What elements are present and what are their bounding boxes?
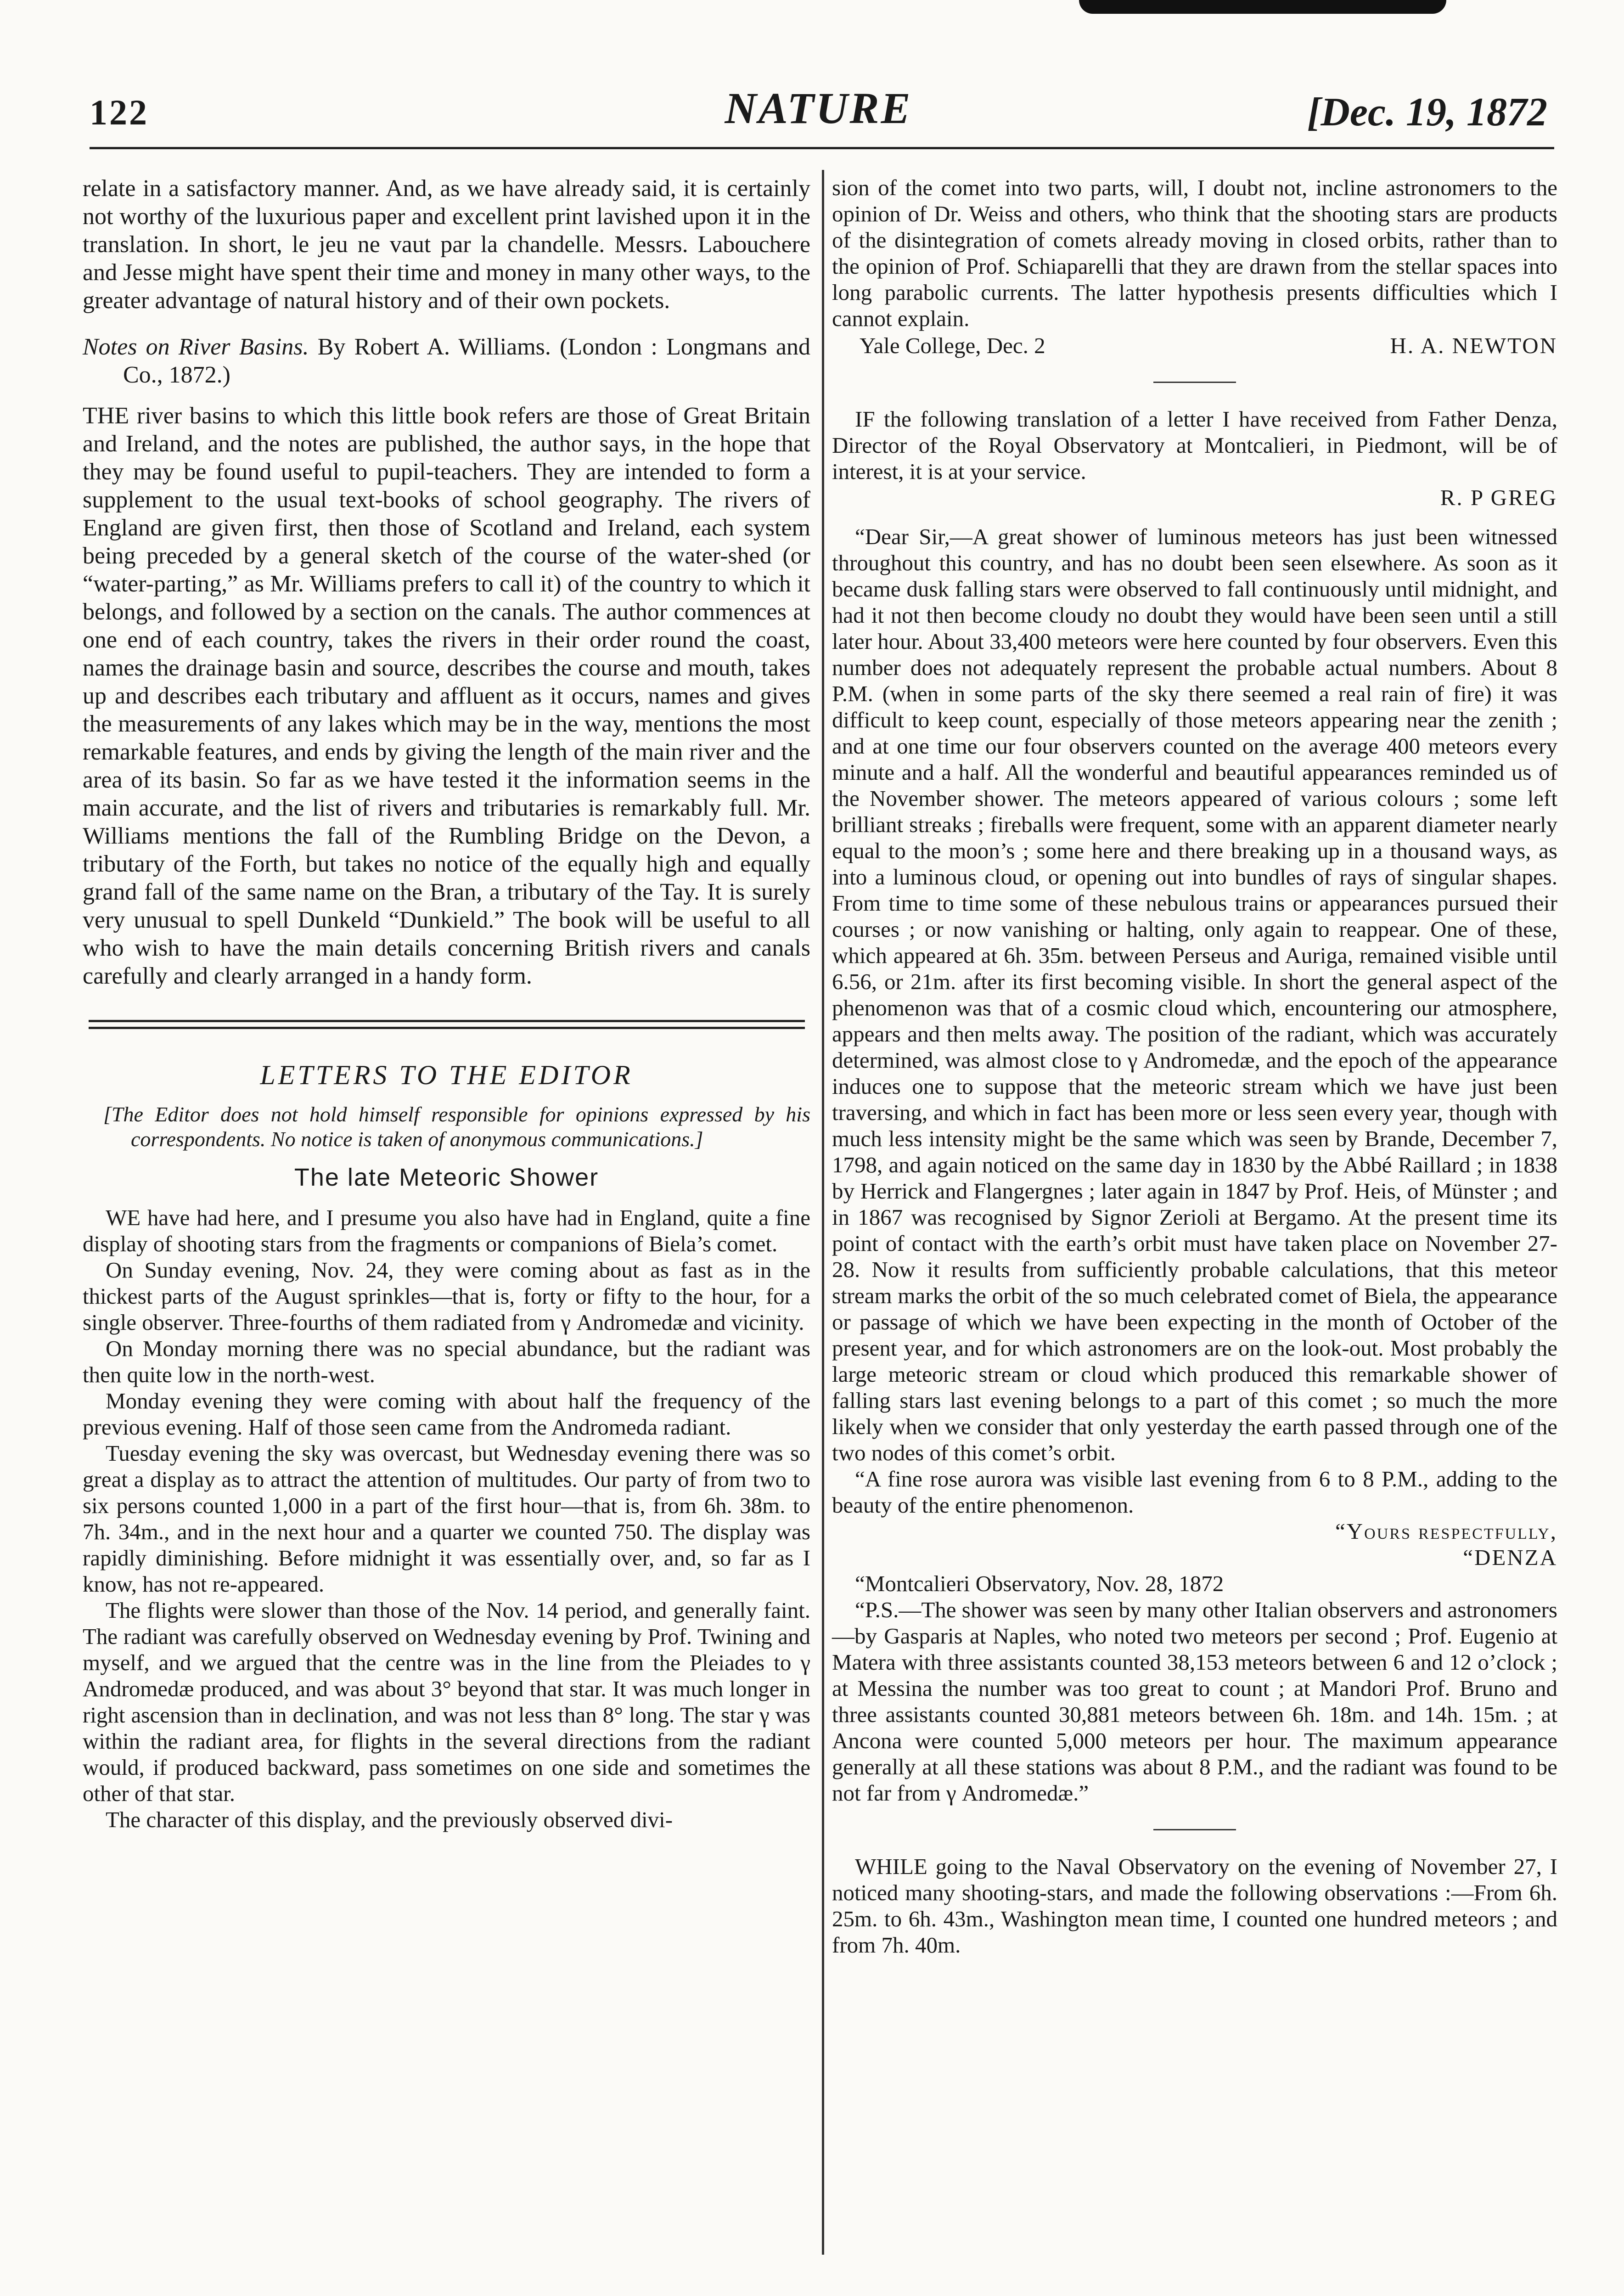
issue-date: [Dec. 19, 1872 bbox=[1307, 90, 1547, 135]
page-number: 122 bbox=[90, 92, 149, 132]
review-paragraph: THE river basins to which this little book refers are those of Great Britain and Ireland, and the notes are published, the author says, in the hope that they may be found useful to pupil-teachers. They are intended to form a supplement to the usual text-books of school geography. The rivers of England are given first, then those of Scotland and Ireland, each system being preceded by a general sketch of the course of the water-shed (or “water-parting,” as Mr. Williams prefers to call it) of the country to which it belongs, and followed by a section on the canals. The author commences at one end of each country, takes the rivers in their order round the coast, names the drainage basin and source, describes the course and mouth, takes up and describes each tributary and affluent as it occurs, names and gives the measurements of any lakes which may be in the way, mentions the most remarkable features, and ends by giving the length of the main river and the area of its basin. So far as we have tested it the information seems in the main accurate, and the list of rivers and tributaries is remarkably full. Mr. Williams mentions the fall of the Rumbling Bridge on the Devon, a tributary of the Forth, but takes no notice of the equally high and equally grand fall of the same name on the Bran, a tributary of the Tay. It is surely very unusual to spell Dunkeld “Dunkield.” The book will be useful to all who wish to have the main details concerning British rivers and canals carefully and clearly arranged in a handy form. bbox=[83, 403, 810, 989]
letter-paragraph: On Sunday evening, Nov. 24, they were coming about as fast as in the thickest parts of the August sprinkles—that is, forty or fifty to the hour, for a single observer. Three-fourths of them radiated from γ Andromedæ and vicinity. bbox=[83, 1257, 810, 1335]
letter-paragraph: sion of the comet into two parts, will, I doubt not, incline astronomers to the opinion of Dr. Weiss and others, who think that the shooting stars are products of the disintegration of comets already moving in closed orbits, rather than to the opinion of Prof. Schiaparelli that they are drawn from the stellar spaces into long parabolic currents. The latter hypothesis presents difficulties which I cannot explain. bbox=[832, 175, 1557, 331]
column-rule bbox=[822, 170, 824, 2255]
editor-note: [The Editor does not hold himself responsible for opinions expressed by his correspondents. No notice is taken of anonymous communications.] bbox=[103, 1103, 810, 1151]
letter-paragraph: Tuesday evening the sky was overcast, but Wednesday evening there was so great a display as to attract the attention of multitudes. Our party of from two to six persons counted 1,000 in a part of the first hour—that is, from 6h. 38m. to 7h. 34m., and in the next hour and a quarter we counted 750. The display was rapidly diminishing. Before midnight it was essentially over, and, so far as I know, has not re-appeared. bbox=[83, 1441, 810, 1597]
section-title: LETTERS TO THE EDITOR bbox=[260, 1060, 633, 1090]
letter-paragraph: “A fine rose aurora was visible last evening from 6 to 8 P.M., adding to the beauty of the entire phenomenon. bbox=[832, 1466, 1557, 1518]
right-column bbox=[832, 174, 1557, 1958]
letter-paragraph: WE have had here, and I presume you also have had in England, quite a fine display of shooting stars from the fragments or companions of Biela’s comet. bbox=[83, 1205, 810, 1256]
letter-paragraph: The flights were slower than those of the Nov. 14 period, and generally faint. The radiant was carefully observed on Wednesday evening by Prof. Twining and myself, and we argued that the centre was in the line from the Pleiades to γ Andromedæ produced, and was about 3° beyond that star. It was much longer in right ascension than in declination, and was not less than 8° long. The star γ was within the radiant area, for flights in the several directions from the radiant would, if produced backward, pass sometimes on one side and sometimes the other of that star. bbox=[83, 1598, 810, 1806]
journal-title: NATURE bbox=[725, 84, 912, 133]
section-double-rule bbox=[89, 1020, 805, 1029]
letter-paragraph: IF the following translation of a letter I have received from Father Denza, Director of the Royal Observatory at Montcalieri, in Piedmont, will be of interest, it is at your service. bbox=[832, 406, 1557, 484]
letter-paragraph: WHILE going to the Naval Observatory on the evening of November 27, I noticed many shooting-stars, and made the following observations :—From 6h. 25m. to 6h. 43m., Washington mean time, I counted one hundred meteors ; and from 7h. 40m. bbox=[832, 1854, 1557, 1958]
letter-paragraph: “Dear Sir,—A great shower of luminous meteors has just been witnessed throughout this country, and has no doubt been seen elsewhere. As soon as it became dusk falling stars were observed to fall continuously until midnight, and had it not then become cloudy no doubt they would have been seen until a still later hour. About 33,400 meteors were here counted by four observers. Even this number does not adequately represent the probable actual numbers. About 8 P.M. (when in some parts of the sky there seemed a real rain of fire) it was difficult to keep count, especially of those meteors appearing near the zenith ; and at one time our four observers counted on the average 400 meteors every minute and a half. All the wonderful and beautiful appearances reminded us of the November shower. The meteors appeared of various colours ; some left brilliant streaks ; fireballs were frequent, some with an apparent diameter nearly equal to the moon’s ; some here and there breaking up in a thousand ways, as into a luminous cloud, or opening out into bundles of rays of singular shapes. From time to time some of these nebulous trains or appearances pursued their courses ; or now vanishing or halting, only again to reappear. One of these, which appeared at 6h. 35m. between Perseus and Auriga, remained visible until 6.56, or 21m. after its first becoming visible. In short the general aspect of the phenomenon was that of a cosmic cloud which, encountering our atmosphere, appears and then melts away. The position of the radiant, which was accurately determined, was almost close to γ Andromedæ, and the epoch of the appearance induces one to suppose that the meteoric stream which we have just been traversing, and which in fact has been more or less seen every year, though with much less intensity might be the same which was seen by Brande, December 7, 1798, and again noticed on the same day in 1830 by the Abbé Raillard ; in 1838 by Herrick and Flangergnes ; later again in 1847 by Prof. Heis, of Münster ; and in 1867 was recognised by Signor Zerioli at Bergamo. At the present time its point of contact with the earth’s orbit must have taken place on November 27-28. Now it results from sufficiently probable calculations, that this meteor stream marks the orbit of the so much celebrated comet of Biela, the appearance or passage of which we have been expecting in the month of October of the present year, and for which astronomers are on the look-out. Most probably the large meteoric stream or cloud which produced this remarkable shower of falling stars last evening belongs to a part of this comet ; so much the more likely when we consider that only yesterday the earth passed through one of the two nodes of this comet’s orbit. bbox=[832, 524, 1557, 1465]
left-column bbox=[83, 174, 810, 1833]
book-title: Notes on River Basins. bbox=[83, 334, 309, 360]
book-citation bbox=[83, 333, 810, 389]
signature-row bbox=[832, 332, 1557, 359]
intro-paragraph: relate in a satisfactory manner. And, as we have already said, it is certainly not worthy of the luxurious paper and excellent print lavished upon it in the translation. In short, le jeu ne vaut par la chandelle. Messrs. Labouchere and Jesse might have spent their time and money in many other ways, to the greater advantage of natural history and of their own pockets. bbox=[83, 175, 810, 314]
letter-divider bbox=[1153, 1829, 1236, 1830]
book-details: By Robert A. Williams. (London : Longmans and Co., 1872.) bbox=[123, 334, 810, 388]
letter-signature: H. A. NEWTON bbox=[1390, 333, 1557, 358]
letter-paragraph: Monday evening they were coming with about half the frequency of the previous evening. Half of those seen came from the Andromeda radiant. bbox=[83, 1388, 810, 1440]
letter-paragraph: “P.S.—The shower was seen by many other Italian observers and astronomers—by Gasparis at Naples, who noted two meteors per second ; Prof. Eugenio at Matera with three assistants counted 38,153 meteors between 6 and 12 o’clock ; at Messina the number was too great to count ; at Mandori Prof. Bruno and three assistants counted 30,881 meteors between 6h. 18m. and 14h. 15m. ; at Ancona were counted 5,000 meteors per hour. The maximum appearance generally at all these stations was about 8 P.M., and the radiant was found to be not far from γ Andromedæ.” bbox=[832, 1597, 1557, 1806]
page-header bbox=[90, 83, 1547, 147]
ink-blot-top bbox=[1079, 0, 1446, 14]
letter-divider bbox=[1153, 382, 1236, 383]
letter-signature: “DENZA bbox=[1463, 1545, 1557, 1570]
header-rule bbox=[90, 147, 1554, 149]
letter-closing: “Yours respectfully, bbox=[1335, 1519, 1557, 1544]
letter-place: Yale College, Dec. 2 bbox=[860, 333, 1045, 358]
letter-paragraph: The character of this display, and the previously observed divi- bbox=[106, 1807, 673, 1832]
letter-place: “Montcalieri Observatory, Nov. 28, 1872 bbox=[855, 1571, 1224, 1596]
letter-paragraph: On Monday morning there was no special abundance, but the radiant was then quite low in the north-west. bbox=[83, 1336, 810, 1387]
letter-signature: R. P GREG bbox=[1440, 485, 1557, 510]
letter-title: The late Meteoric Shower bbox=[294, 1164, 599, 1191]
